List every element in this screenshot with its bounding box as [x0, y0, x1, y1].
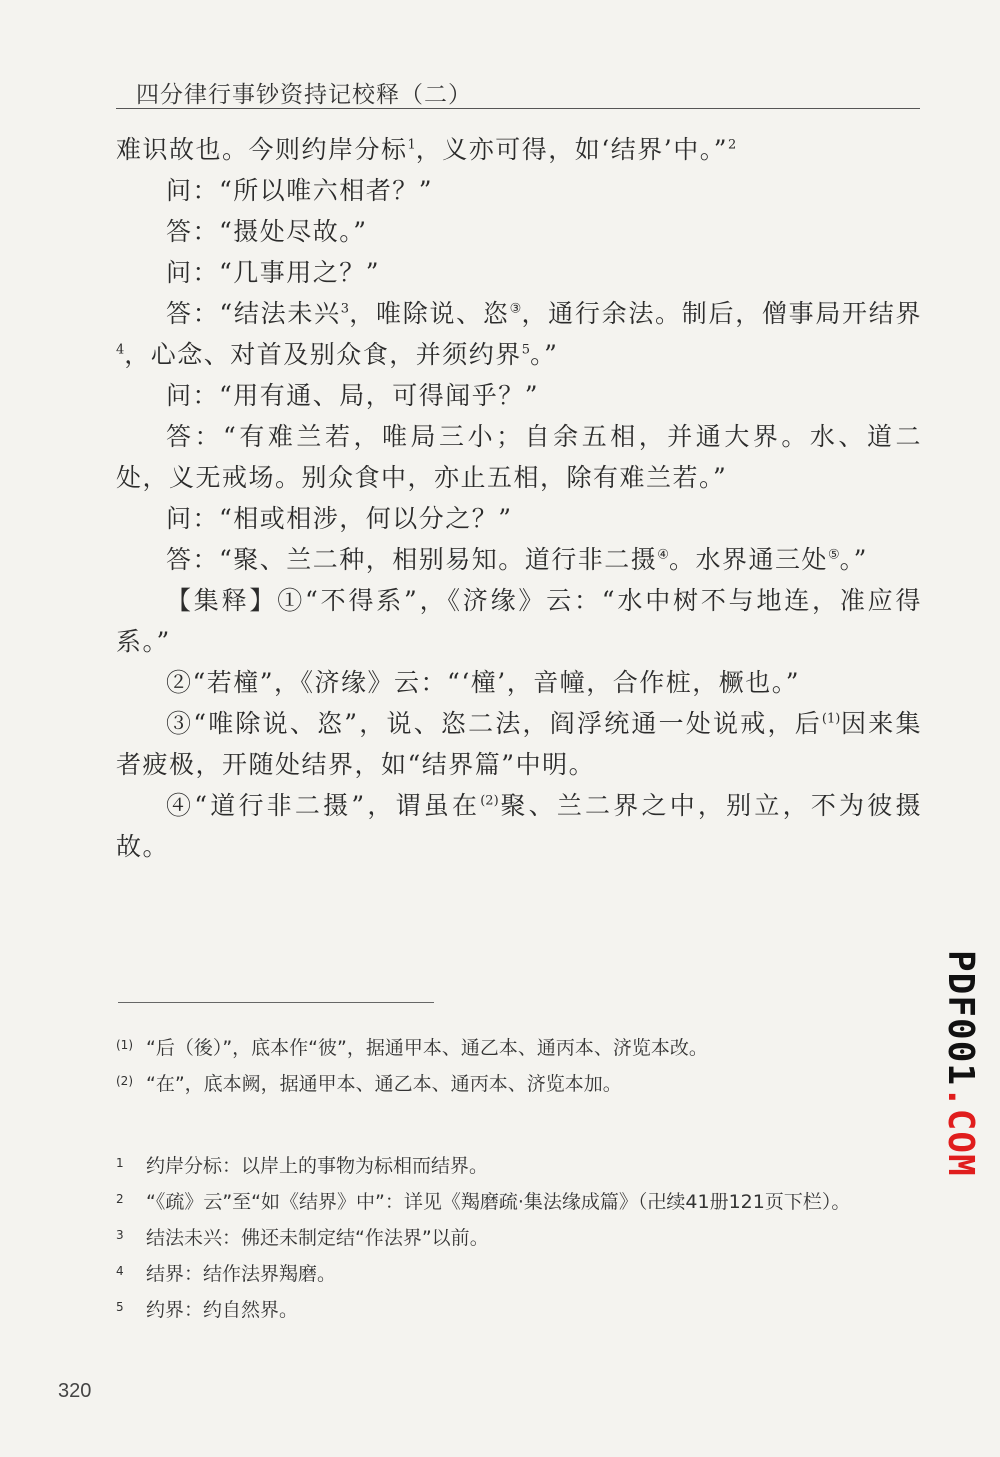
footnote-text: 约界：约自然界。 [146, 1299, 299, 1321]
paragraph-3: 答：“摄处尽故。” [166, 217, 368, 246]
footnote-marker: 1 [116, 1156, 124, 1170]
paragraph-2: 问：“所以唯六相者？” [166, 176, 434, 205]
footnote-ref-5[interactable]: 5 [521, 342, 531, 358]
note-marker: (2) [116, 1074, 133, 1088]
footnote-rule [118, 1002, 434, 1003]
paragraph-jishi-3 [116, 703, 922, 785]
note-ref-4[interactable]: ④ [657, 547, 669, 563]
footnotes [116, 1148, 922, 1328]
footnote-text: 结界：结作法界羯磨。 [146, 1263, 337, 1285]
footnote-ref-1[interactable]: 1 [407, 137, 416, 153]
paragraph-9 [116, 539, 922, 580]
text-run: ，义亦可得，如‘结界’中。” [415, 135, 728, 164]
page-number: 320 [58, 1380, 92, 1402]
collation-notes [116, 1030, 922, 1102]
text-run: ④“道行非二摄”，谓虽在 [166, 791, 481, 820]
text-run: 。水界通三处 [668, 545, 828, 574]
footnote-marker: 4 [116, 1264, 124, 1278]
footnote [116, 1292, 922, 1328]
text-run: ，通行余法。制后，僧事局开结界 [521, 299, 922, 328]
text-run: 。” [530, 340, 559, 369]
paragraph-7: 答：“有难兰若，唯局三小；自余五相，并通大界。水、道二处，义无戒场。别众食中，亦止五相，除有难兰若。” [116, 422, 922, 492]
footnote-ref-3[interactable]: 3 [340, 301, 350, 317]
footnote-marker: 3 [116, 1228, 124, 1242]
paragraph-jishi-2: ②“若橦”，《济缘》云：“‘橦’，音幢，合作桩，橛也。” [166, 668, 801, 697]
footnote [116, 1220, 922, 1256]
text-run: 答：“结法未兴 [166, 299, 341, 328]
footnote-ref-2[interactable]: 2 [727, 137, 737, 153]
header-rule [116, 108, 920, 109]
running-header: 四分律行事钞资持记校释（二） [136, 82, 472, 108]
paragraph-jishi-4 [116, 785, 922, 867]
footnote-text: “《疏》云”至“如《结界》中”：详见《羯磨疏·集法缘成篇》（卍续41册121页下栏）。 [146, 1191, 851, 1213]
paragraph-5 [116, 293, 922, 375]
watermark-text-2: .COM [940, 1086, 981, 1177]
watermark-text-1: PDF001 [940, 950, 981, 1087]
paragraph-6: 问：“用有通、局，可得闻乎？” [166, 381, 540, 410]
text-run: 因来集者疲极，开随处结界，如“结界篇”中明。 [116, 709, 922, 779]
note-ref-5[interactable]: ⑤ [827, 547, 840, 563]
text-run: 。” [839, 545, 868, 574]
paragraph-4: 问：“几事用之？” [166, 258, 381, 287]
footnote-text: 结法未兴：佛还未制定结“作法界”以前。 [146, 1227, 489, 1249]
text-run: 答：“聚、兰二种，相别易知。道行非二摄 [166, 545, 658, 574]
footnote-marker: 2 [116, 1192, 124, 1206]
note-text: “在”，底本阙，据通甲本、通乙本、通丙本、济览本加。 [146, 1073, 622, 1095]
text-run: 难识故也。今则约岸分标 [116, 135, 408, 164]
watermark [940, 950, 981, 1177]
footnote [116, 1256, 922, 1292]
note-marker: (1) [116, 1038, 133, 1052]
footnote [116, 1148, 922, 1184]
text-run: ，唯除说、恣 [349, 299, 510, 328]
paragraph-8: 问：“相或相涉，何以分之？” [166, 504, 513, 533]
collation-note [116, 1066, 922, 1102]
text-run: ③“唯除说、恣”，说、恣二法，阎浮统通一处说戒，后 [166, 709, 822, 738]
collation-ref-2[interactable]: (2) [480, 793, 499, 809]
footnote-ref-4[interactable]: 4 [116, 342, 125, 358]
paragraph-1 [116, 129, 922, 170]
collation-note [116, 1030, 922, 1066]
footnote-text: 约岸分标：以岸上的事物为标相而结界。 [146, 1155, 489, 1177]
footnote [116, 1184, 922, 1220]
footnote-marker: 5 [116, 1300, 124, 1314]
text-run: ，心念、对首及别众食，并须约界 [124, 340, 522, 369]
paragraph-jishi-1: 【集释】①“不得系”，《济缘》云：“水中树不与地连，准应得系。” [116, 586, 922, 656]
text-run: 聚、兰二界之中，别立，不为彼摄故。 [116, 791, 922, 861]
note-text: “后（後）”，底本作“彼”，据通甲本、通乙本、通丙本、济览本改。 [146, 1037, 708, 1059]
collation-ref-1[interactable]: (1) [821, 711, 841, 727]
main-text [116, 129, 922, 867]
note-ref-3[interactable]: ③ [509, 301, 522, 317]
